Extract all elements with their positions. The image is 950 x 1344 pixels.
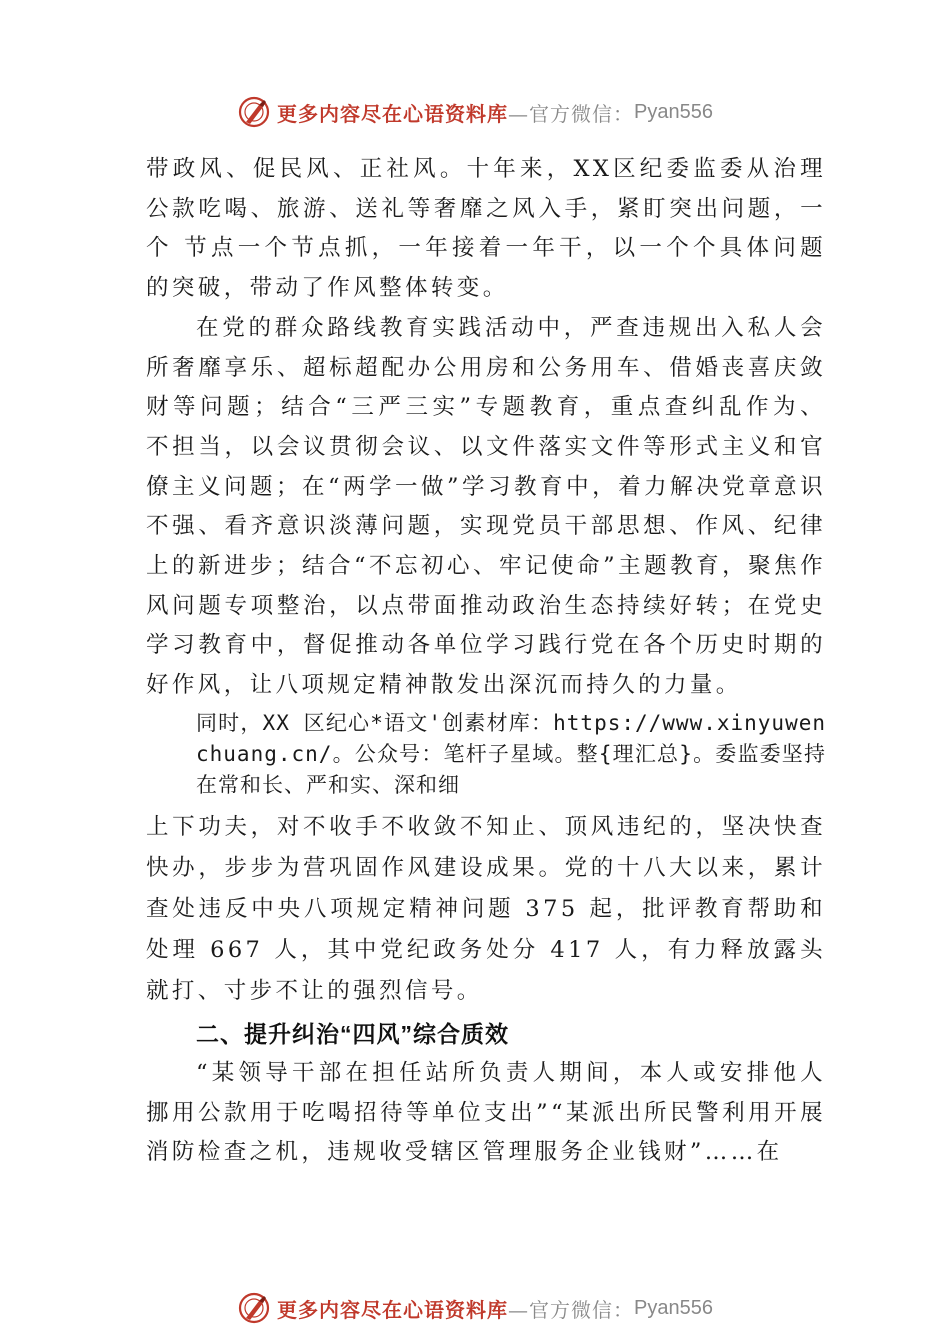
banner-library-text: 更多内容尽在心语资料库 bbox=[277, 101, 509, 126]
paragraph-2: 在党的群众路线教育实践活动中，严查违规出入私人会所奢靡享乐、超标超配办公用房和公务用车、借婚丧喜庆敛财等问题；结合“三严三实”专题教育，重点查纠乱作为、 不担当，以会议贯彻会议、以文件落实文件等形式主义和官僚主义问题；在“两学一做”学习教育中，着力解决党章意识不强、看齐意识淡薄问题，实现党员干部思想、作风、纪律上的新进步；结合“不忘初心、牢记使命”主题教育，聚焦作风问题专项整治，以点带面推动政治生态持续好转；在党史学习教育中，督促推动各单位学习践行党在各个历史时期的好作风，让八项规定精神散发出深沉而持久的力量。 bbox=[146, 314, 826, 699]
header-banner bbox=[0, 92, 950, 132]
footer-banner bbox=[0, 1288, 950, 1328]
paragraph-1: 带政风、促民风、正社风。十年来，XX区纪委监委从治理公款吃喝、旅游、送礼等奢靡之风入手，紧盯突出问题，一个 节点一个节点抓，一年接着一年干，以一个个具体问题的突破，带动了作风整体转变。 bbox=[146, 156, 826, 302]
fountain-pen-seal-icon bbox=[237, 95, 271, 129]
document-body bbox=[146, 150, 826, 1173]
inserted-source-note: 同时，XX 区纪心*语文'创素材库：https://www.xinyuwenchuang.cn/。公众号：笔杆子星域。整{理汇总}。委监委坚持在常和长、严和实、深和细 bbox=[196, 710, 826, 797]
banner-library-text: 更多内容尽在心语资料库 bbox=[277, 1297, 509, 1322]
paragraph-3: 上下功夫，对不收手不收敛不知止、顶风违纪的，坚决快查快办，步步为营巩固作风建设成果。党的十八大以来，累计查处违反中央八项规定精神问题 375 起，批评教育帮助和处理 667 人，其中党纪政务处分 417 人，有力释放露头就打、寸步不让的强烈信号。 bbox=[146, 813, 826, 1004]
banner-wechat-label: —官方微信： bbox=[508, 101, 635, 126]
banner-wechat-id: Pyan556 bbox=[634, 100, 713, 123]
banner-wechat-id: Pyan556 bbox=[634, 1296, 713, 1319]
fountain-pen-seal-icon bbox=[237, 1291, 271, 1325]
section-heading: 二、提升纠治“四风”综合质效 bbox=[196, 1020, 509, 1047]
paragraph-4: “某领导干部在担任站所负责人期间，本人或安排他人挪用公款用于吃喝招待等单位支出”“某派出所民警利用开展消防检查之机，违规收受辖区管理服务企业钱财”……在 bbox=[146, 1059, 826, 1166]
banner-wechat-label: —官方微信： bbox=[508, 1297, 635, 1322]
